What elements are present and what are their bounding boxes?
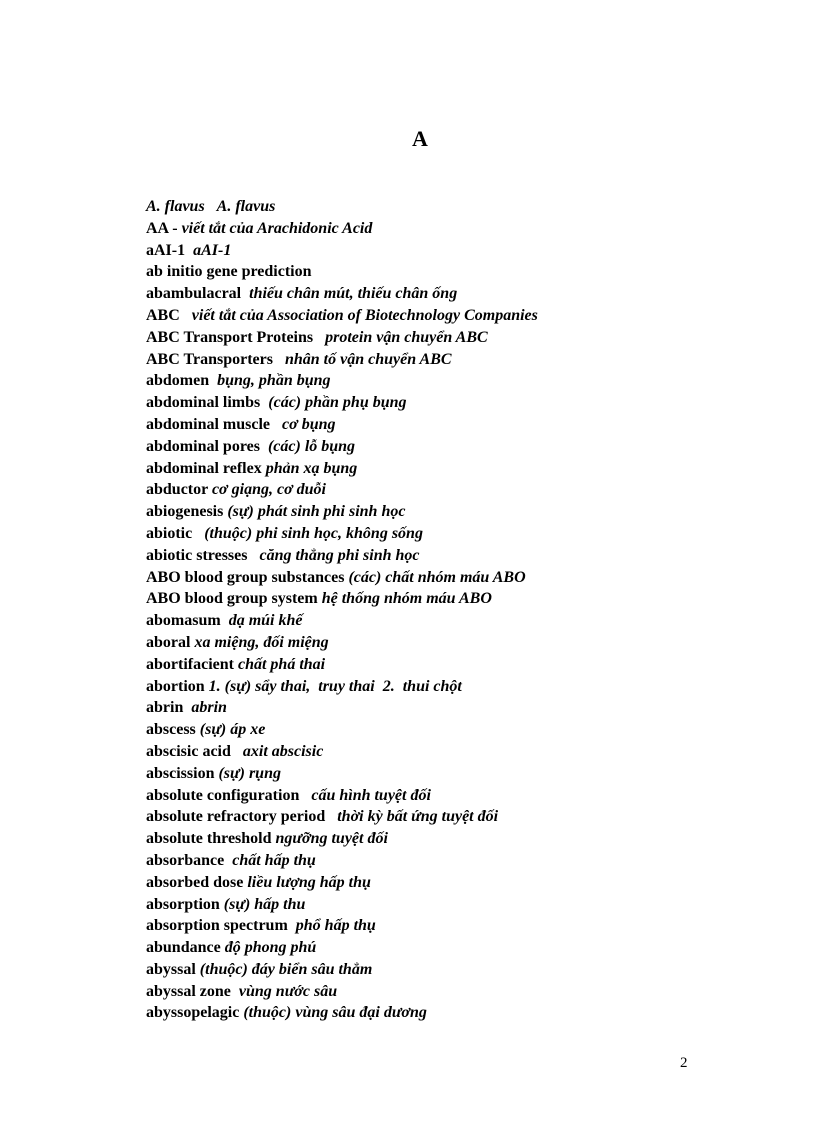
section-letter-heading: A	[412, 126, 428, 151]
glossary-entry	[146, 850, 786, 872]
glossary-entry	[146, 828, 786, 850]
glossary-entry	[146, 414, 786, 436]
glossary-entry	[146, 785, 786, 807]
entry-separator	[221, 612, 229, 629]
entry-definition: phản xạ bụng	[265, 459, 358, 477]
glossary-entry	[146, 305, 786, 327]
entry-definition: vùng nước sâu	[238, 982, 338, 1000]
entry-definition: (thuộc) đáy biển sâu thẳm	[199, 960, 373, 978]
entry-separator	[185, 242, 193, 259]
glossary-entry	[146, 545, 786, 567]
entry-definition: nhân tố vận chuyển ABC	[284, 350, 452, 368]
entry-definition: viết tắt của Association of Biotechnology Companies	[191, 306, 538, 324]
entry-definition: dạ múi khế	[228, 612, 303, 630]
glossary-entry	[146, 959, 786, 981]
glossary-entry	[146, 763, 786, 785]
entry-definition: (các) chất nhóm máu ABO	[348, 568, 526, 586]
entry-term: abyssal zone	[146, 982, 231, 1000]
glossary-entry	[146, 806, 786, 828]
glossary-entry	[146, 218, 786, 240]
glossary-entry	[146, 610, 786, 632]
page-number: 2	[680, 1055, 688, 1071]
entry-separator	[260, 438, 268, 455]
entry-definition: cơ giạng, cơ duỗi	[211, 481, 326, 499]
entry-term: A. flavus	[146, 198, 205, 215]
glossary-entry	[146, 349, 786, 371]
glossary-entry	[146, 981, 786, 1003]
entry-term: abundance	[146, 939, 221, 957]
entry-definition: xa miệng, đối miệng	[194, 633, 329, 651]
entry-definition: protein vận chuyển ABC	[325, 328, 488, 346]
glossary-entry	[146, 1002, 786, 1024]
entry-definition: (sự) áp xe	[199, 721, 266, 739]
glossary-entry	[146, 894, 786, 916]
glossary-entry	[146, 436, 786, 458]
entry-term: abortifacient	[146, 655, 234, 673]
entry-separator	[205, 198, 217, 215]
entry-definition: chất phá thai	[237, 655, 326, 673]
entry-term: abyssopelagic	[146, 1004, 240, 1022]
entry-term: abomasum	[146, 612, 221, 630]
entry-term: ABC Transport Proteins	[146, 328, 314, 346]
entry-term: abscission	[146, 764, 215, 782]
entry-term: abrin	[146, 699, 184, 717]
entry-definition: (các) phần phụ bụng	[268, 394, 407, 412]
glossary-entry	[146, 697, 786, 719]
glossary-entry	[146, 632, 786, 654]
entry-term: abdominal reflex	[146, 459, 262, 477]
glossary-entry	[146, 676, 786, 698]
glossary-entry	[146, 654, 786, 676]
entry-term: abiotic stresses	[146, 546, 248, 564]
entry-separator	[288, 917, 296, 934]
entry-definition: ngưỡng tuyệt đối	[275, 830, 388, 848]
entry-term: absolute refractory period	[146, 808, 326, 826]
entry-term: abductor	[146, 481, 208, 499]
entry-definition: (thuộc) phi sinh học, không sống	[204, 524, 423, 542]
entry-term: abdominal limbs	[146, 394, 261, 412]
entry-definition: cơ bụng	[282, 415, 336, 433]
glossary-entry	[146, 240, 786, 262]
entry-term: abdomen	[146, 372, 210, 390]
entry-definition: (sự) phát sinh phi sinh học	[227, 503, 406, 521]
glossary-entry	[146, 719, 786, 741]
entry-definition: phổ hấp thụ	[295, 917, 376, 935]
entry-definition: (sự) hấp thu	[223, 895, 306, 913]
glossary-entry	[146, 567, 786, 589]
entry-term: abiogenesis	[146, 503, 224, 521]
glossary-entry	[146, 588, 786, 610]
entry-term: absorbance	[146, 851, 225, 869]
entry-separator	[180, 307, 192, 324]
entry-term: ab initio gene prediction	[146, 263, 312, 281]
entry-term: abyssal	[146, 960, 196, 978]
entry-definition: cấu hình tuyệt đối	[311, 786, 431, 804]
entry-definition: thiếu chân mút, thiếu chân ống	[249, 285, 458, 303]
entry-term: absorption	[146, 895, 220, 913]
entry-term: abdominal muscle	[146, 415, 271, 433]
glossary-entry	[146, 915, 786, 937]
entry-term: absorption spectrum	[146, 917, 288, 935]
entry-definition: (thuộc) vùng sâu đại dương	[243, 1004, 427, 1022]
entry-term: abortion	[146, 677, 205, 695]
entry-definition: (sự) rụng	[218, 764, 281, 782]
entry-term: absolute configuration	[146, 786, 300, 804]
glossary-entry	[146, 196, 786, 218]
entry-definition: thời kỳ bất ứng tuyệt đối	[337, 808, 499, 826]
entry-term: ABO blood group substances	[146, 568, 345, 586]
entry-definition: hệ thống nhóm máu ABO	[321, 590, 492, 608]
entry-term: ABC Transporters	[146, 350, 273, 368]
entry-definition: độ phong phú	[224, 939, 317, 957]
entry-separator	[325, 808, 337, 825]
entry-term: abscess	[146, 721, 196, 739]
glossary-entry	[146, 501, 786, 523]
entry-term: abiotic	[146, 524, 193, 542]
entry-term: aboral	[146, 633, 191, 651]
entry-separator	[270, 416, 282, 433]
glossary-entry	[146, 741, 786, 763]
entry-separator	[192, 525, 204, 542]
entry-term: ABO blood group system	[146, 590, 318, 608]
glossary-entry	[146, 523, 786, 545]
entry-definition: 1. (sự) sẩy thai, truy thai 2. thui chột	[208, 677, 462, 695]
entry-separator	[231, 743, 243, 760]
entry-definition: A. flavus	[216, 198, 276, 215]
entry-term: absorbed dose	[146, 873, 244, 891]
entry-term: absolute threshold	[146, 830, 272, 848]
entry-definition: bụng, phần bụng	[217, 372, 331, 390]
entry-definition: căng thẳng phi sinh học	[259, 546, 420, 564]
glossary-entry-list	[146, 196, 786, 1024]
entry-definition: viết tắt của Arachidonic Acid	[181, 219, 373, 237]
entry-separator	[209, 372, 217, 389]
entry-term: abdominal pores	[146, 437, 260, 455]
glossary-entry	[146, 458, 786, 480]
entry-term: abscisic acid	[146, 742, 231, 760]
entry-term: aAI-1	[146, 241, 186, 259]
glossary-entry	[146, 283, 786, 305]
entry-term: ABC	[146, 306, 180, 324]
entry-term: AA -	[146, 219, 178, 237]
entry-term: abambulacral	[146, 285, 242, 303]
entry-separator	[241, 285, 249, 302]
glossary-entry	[146, 392, 786, 414]
glossary-entry	[146, 479, 786, 501]
glossary-entry	[146, 937, 786, 959]
entry-separator	[231, 983, 239, 1000]
entry-definition: liều lượng hấp thụ	[247, 873, 371, 891]
entry-separator	[273, 351, 285, 368]
entry-definition: axit abscisic	[242, 742, 324, 760]
glossary-entry	[146, 261, 786, 283]
glossary-entry	[146, 327, 786, 349]
entry-separator	[247, 547, 259, 564]
entry-separator	[299, 787, 311, 804]
entry-definition: chất hấp thụ	[232, 851, 316, 869]
entry-definition: (các) lỗ bụng	[267, 437, 356, 455]
entry-definition: abrin	[191, 699, 227, 717]
glossary-entry	[146, 872, 786, 894]
glossary-entry	[146, 370, 786, 392]
entry-definition: aAI-1	[193, 241, 232, 259]
entry-separator	[313, 329, 325, 346]
